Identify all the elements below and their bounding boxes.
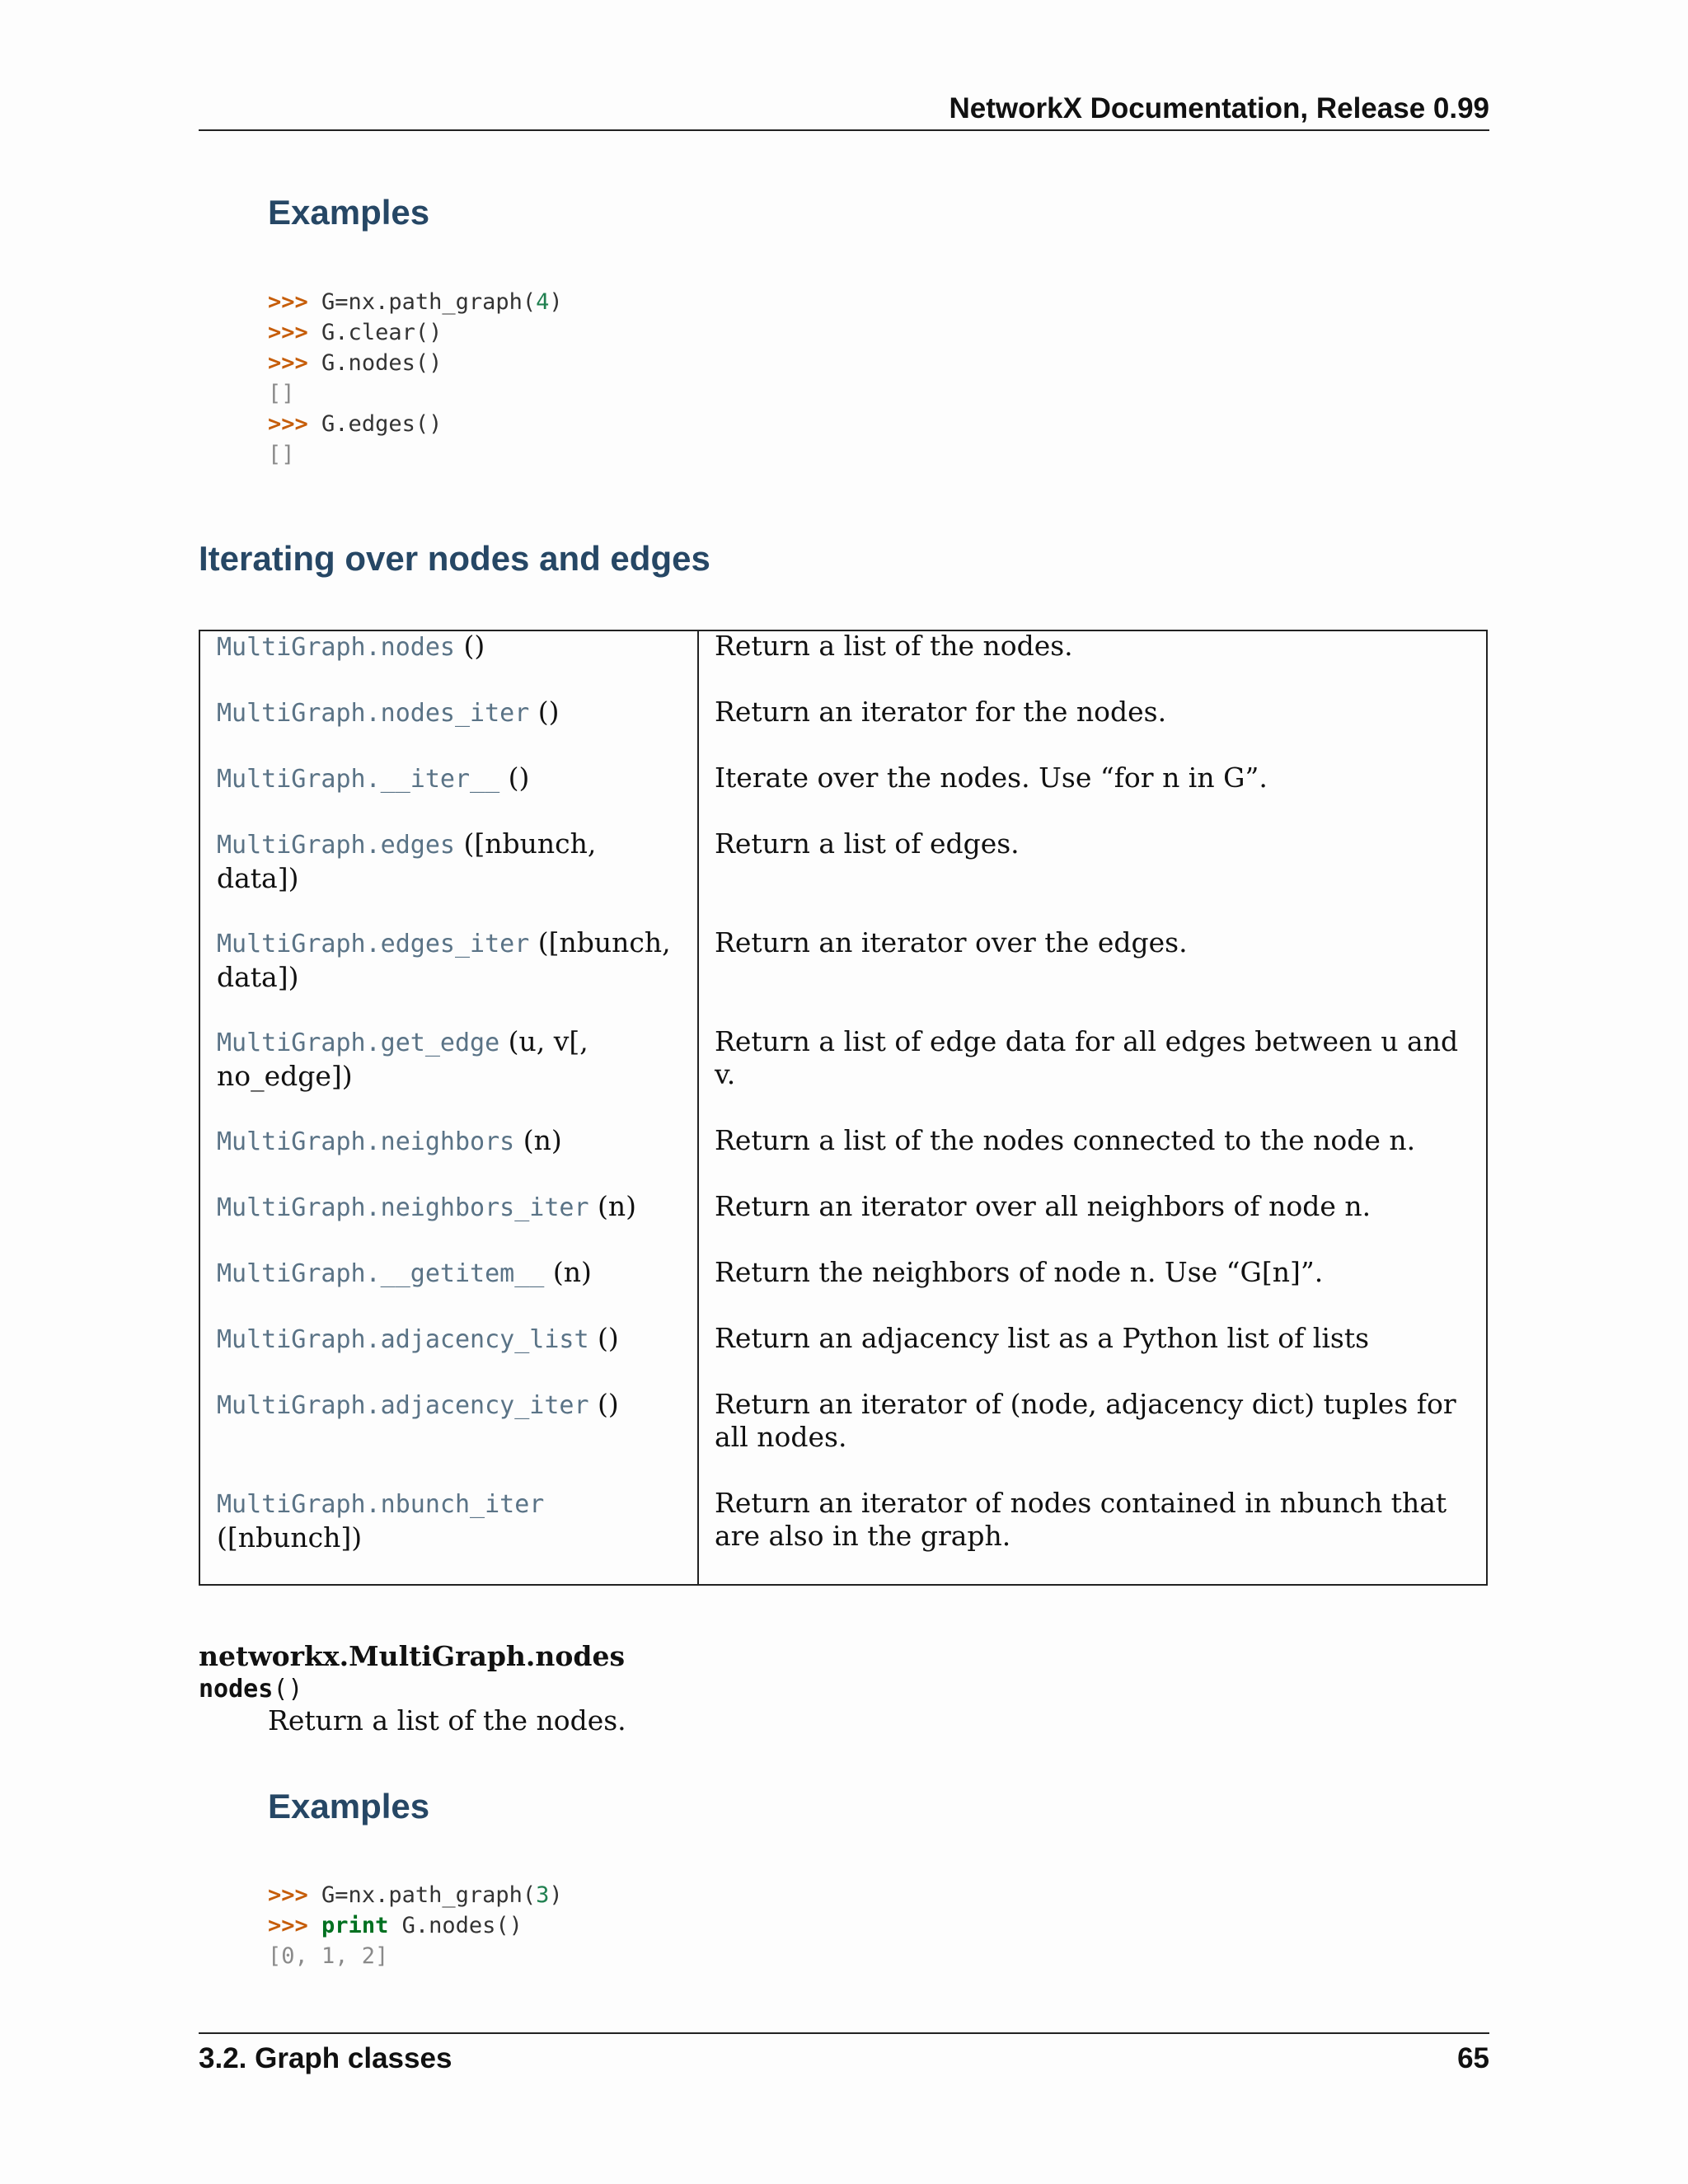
table-row-desc: Return the neighbors of node n. Use “G[n]”. (715, 1256, 1324, 1288)
table-row-desc: Return an iterator for the nodes. (715, 696, 1167, 728)
definition-signature: nodes() (199, 1675, 303, 1704)
table-row-desc: Return an iterator of (node, adjacency dict) tuples for all nodes. (715, 1388, 1456, 1453)
examples-heading: Examples (268, 193, 430, 232)
table-row-name[interactable]: MultiGraph.edges_iter ([nbunch, data]) (217, 926, 671, 993)
page-number: 65 (1457, 2042, 1489, 2074)
table-row-desc: Return an adjacency list as a Python list of lists (715, 1322, 1370, 1354)
header-rule (199, 129, 1489, 131)
table-row-name[interactable]: MultiGraph.nodes_iter () (217, 696, 560, 728)
table-row-name[interactable]: MultiGraph.neighbors_iter (n) (217, 1190, 637, 1222)
definition-description: Return a list of the nodes. (268, 1704, 626, 1736)
table-row-desc: Return an iterator over the edges. (715, 926, 1188, 958)
footer-rule (199, 2032, 1489, 2034)
table-row-desc: Iterate over the nodes. Use “for n in G”. (715, 762, 1268, 794)
table-row-desc: Return a list of edges. (715, 827, 1020, 860)
table-row-desc: Return a list of edge data for all edges between u and v. (715, 1025, 1459, 1090)
table-row-desc: Return an iterator over all neighbors of node n. (715, 1190, 1372, 1222)
table-row-name[interactable]: MultiGraph.neighbors (n) (217, 1124, 562, 1156)
methods-table (199, 630, 1488, 1586)
table-row-name[interactable]: MultiGraph.adjacency_iter () (217, 1388, 619, 1420)
section-heading: Iterating over nodes and edges (199, 539, 710, 578)
example-code-block-2: >>> G=nx.path_graph(3) >>> print G.nodes() [0, 1, 2] (268, 1882, 563, 1969)
table-row-desc: Return a list of the nodes. (715, 630, 1073, 662)
table-row-name[interactable]: MultiGraph.__iter__ () (217, 762, 530, 794)
footer-section: 3.2. Graph classes (199, 2042, 452, 2074)
examples-heading-2: Examples (268, 1787, 430, 1825)
table-row-name[interactable]: MultiGraph.get_edge (u, v[, no_edge]) (217, 1025, 588, 1092)
table-column-divider (697, 631, 699, 1584)
table-row-name[interactable]: MultiGraph.edges ([nbunch, data]) (217, 827, 597, 894)
example-code-block: >>> G=nx.path_graph(4) >>> G.clear() >>> G.nodes() [] >>> G.edges() [] (268, 289, 563, 467)
table-row-name[interactable]: MultiGraph.nodes () (217, 630, 485, 662)
table-row-desc: Return an iterator of nodes contained in nbunch that are also in the graph. (715, 1487, 1447, 1552)
running-header: NetworkX Documentation, Release 0.99 (949, 92, 1489, 124)
table-row-name[interactable]: MultiGraph.__getitem__ (n) (217, 1256, 592, 1288)
table-row-name[interactable]: MultiGraph.nbunch_iter ([nbunch]) (217, 1490, 545, 1554)
table-row-desc: Return a list of the nodes connected to the node n. (715, 1124, 1416, 1156)
definition-full-name: networkx.MultiGraph.nodes (199, 1640, 626, 1672)
table-row-name[interactable]: MultiGraph.adjacency_list () (217, 1322, 619, 1354)
